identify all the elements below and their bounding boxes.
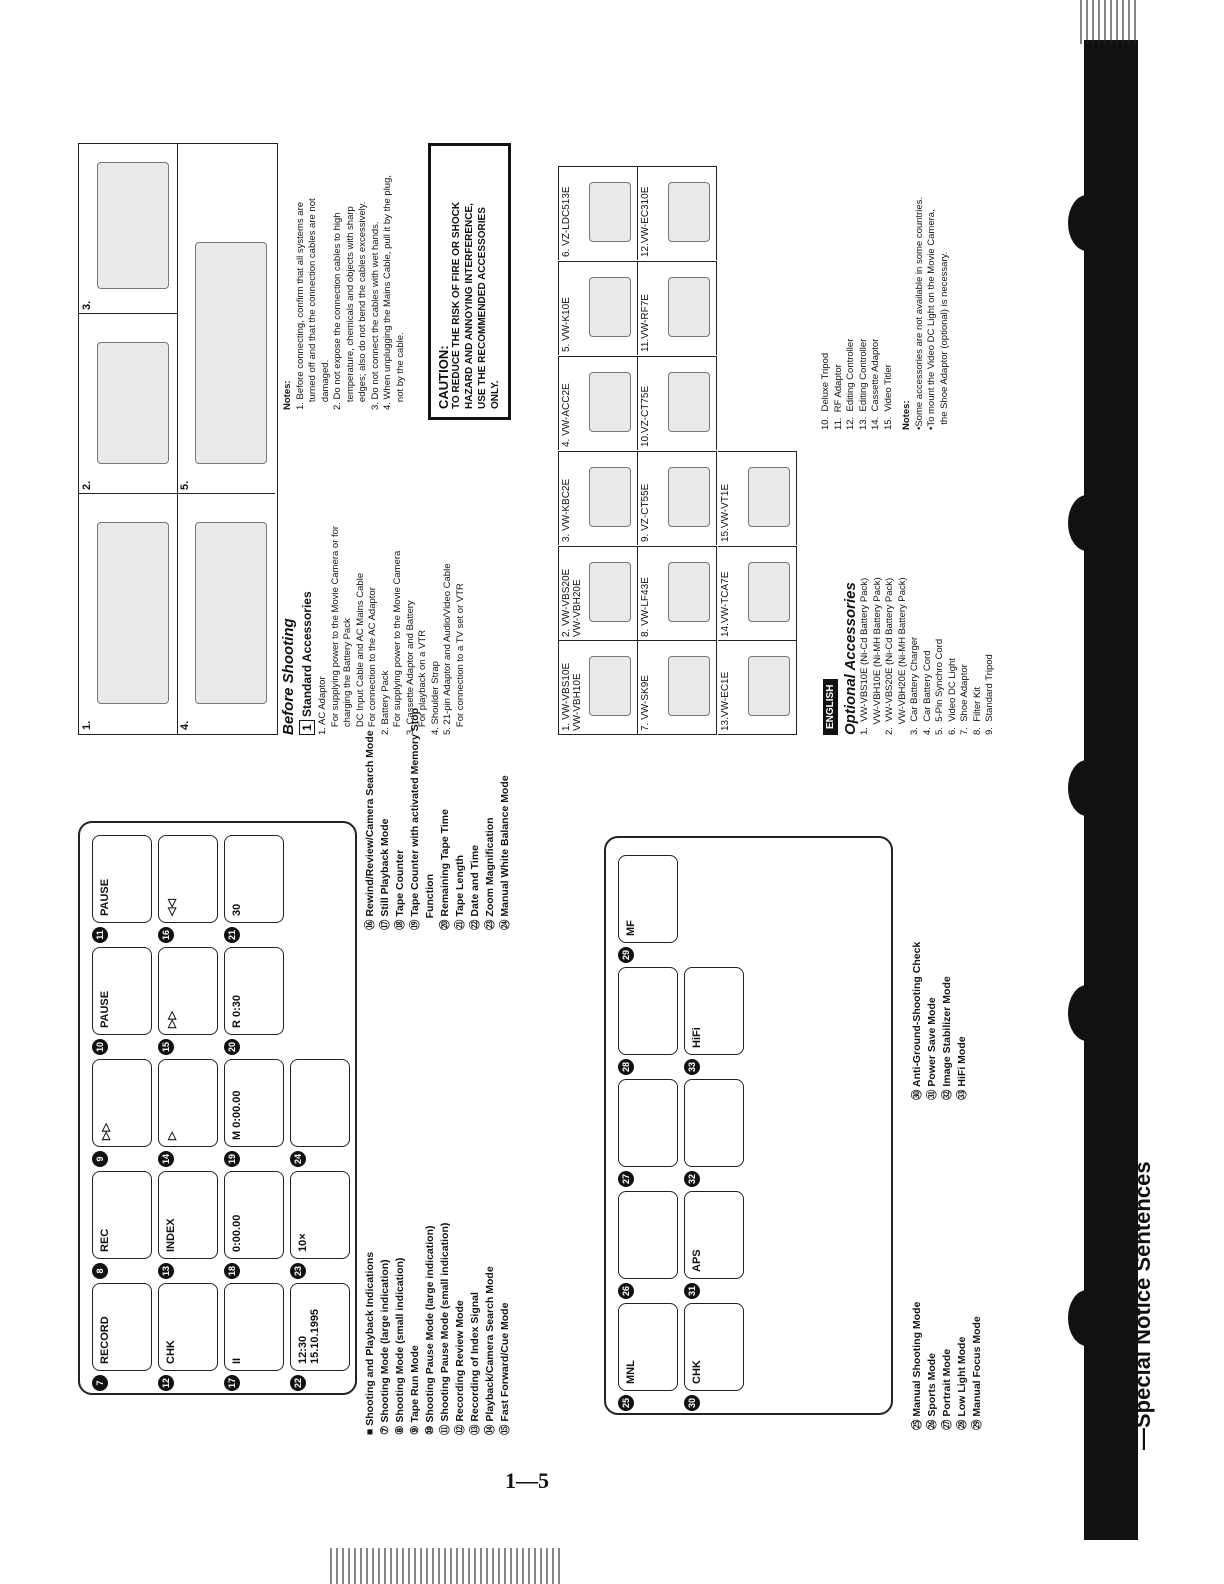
optional-note: •Some accessories are not available in some countries. [913,196,925,430]
optional-accessory-label: 15.VW-VT1E [720,483,731,542]
optional-accessory-label: 4. VW-ACC2E [561,383,572,447]
punch-hole [1068,1290,1106,1346]
indication-number: 27 [618,1171,634,1187]
indication-number: 25 [618,1395,634,1411]
indication-cell [224,1171,284,1259]
accessory-item: charging the Battery Pack [342,618,353,735]
accessory-item: For connection to a TV set or VTR [454,583,466,735]
indication-cell [618,1079,678,1167]
indication-text: INDEX [165,1218,177,1252]
indication-item: ⑫ Recording Review Mode [454,1300,466,1435]
accessory-photo [589,182,631,242]
indication-cell [684,1079,744,1167]
optional-notes-title: Notes: [901,400,912,430]
indication-cell [92,835,152,923]
cassette-adaptor-photo [97,162,169,289]
indication-number: 18 [224,1263,240,1279]
indication-number: 10 [92,1039,108,1055]
optional-accessory-cell [558,546,638,640]
indication-number: 13 [158,1263,174,1279]
note-item: 4. When unplugging the Mains Cable, pull it by the plug, [382,174,393,410]
indications-list2-right [910,770,970,1100]
indication-text: REC [99,1228,111,1252]
indication-number: 14 [158,1151,174,1167]
optional-accessory-label: 14.VW-TCA7E [720,571,731,637]
optional-accessory-cell [638,261,717,355]
indication-item: ⑯ Rewind/Review/Camera Search Mode [364,730,376,930]
indication-cell [684,1303,744,1391]
optional-item: 9. Standard Tripod [984,654,995,735]
indication-text: HiFi [691,1027,703,1048]
note-item: temperature, chemicals and objects with sharp [344,206,356,410]
indication-cell [290,1059,350,1147]
indication-number: 15 [158,1039,174,1055]
accessory-photo [668,182,710,242]
indication-cell [158,947,218,1035]
caution-line: TO REDUCE THE RISK OF FIRE OR SHOCK [451,201,462,409]
optional-accessories [820,405,997,735]
indication-number: 7 [92,1375,108,1391]
indication-number: 23 [290,1263,306,1279]
note-item: 3. Do not connect the cables with wet hands. [369,221,381,410]
optional-grid [558,165,801,735]
battery-pack-photo [97,342,169,464]
indication-text: CHK [691,1360,703,1384]
accessory-photo [589,277,631,337]
note-item: 1. Before connecting, confirm that all systems are [294,201,306,410]
accessory-photo [589,372,631,432]
photo-label: 5. [179,480,191,490]
caution-line: USE THE RECOMMENDED ACCESSORIES [477,207,488,409]
indication-item: ㉔ Manual White Balance Mode [499,775,511,930]
notes-title: Notes: [282,380,293,410]
indication-item: ㉛ Power Save Mode [926,997,938,1100]
indication-number: 30 [684,1395,700,1411]
indication-number: 26 [618,1283,634,1299]
optional-accessory-label: 9. VZ-CT55E [640,483,651,542]
indication-cell [224,947,284,1035]
indication-number: 12 [158,1375,174,1391]
indication-cell [290,1171,350,1259]
optional-accessory-label: 1. VW-VBS10E VW-VBH10E [561,662,583,731]
indication-item: ⑳ Remaining Tape Time [439,809,451,930]
optional-item: 14. Cassette Adaptor [870,338,881,430]
indication-text: M 0:00.00 [231,1090,243,1140]
indication-number: 33 [684,1059,700,1075]
indication-item: ⑬ Recording of Index Signal [469,1292,481,1435]
optional-accessory-cell [718,546,797,640]
section-number: 1 [299,720,315,735]
accessory-photo [748,467,790,527]
page-number: 1—5 [505,1468,549,1493]
indication-item: ⑧ Shooting Mode (small indication) [394,1257,406,1435]
optional-accessory-cell [558,451,638,545]
indication-text: PAUSE [99,990,111,1028]
optional-accessory-label: 11.VW-RF7E [640,294,651,352]
indication-cell [224,835,284,923]
section-heading [300,405,314,735]
indication-item: ㉝ HiFi Mode [956,1036,968,1100]
note-item: edges; also do not bend the cables excessively. [357,201,368,410]
indication-number: 17 [224,1375,240,1391]
indication-item: ⑨ Tape Run Mode [409,1345,421,1435]
caution-box [428,143,511,420]
before-shooting [280,405,467,735]
optional-accessory-label: 12.VW-EC310E [640,186,651,257]
indication-cell [618,1191,678,1279]
optional-accessory-cell [718,640,797,735]
21pin-adaptor-photo [195,242,267,464]
indication-item: ㉖ Sports Mode [926,1352,938,1430]
indication-text: ◁◁ [166,899,178,916]
optional-accessory-cell [638,166,717,260]
optional-item: 11. RF Adaptor [832,364,844,430]
indication-item: ㉓ Zoom Magnification [484,817,496,930]
accessory-item: For connection to the AC Adaptor [367,587,378,735]
indication-cell [684,967,744,1055]
indication-item: ㉜ Image Stabilizer Mode [941,976,953,1100]
indication-number: 24 [290,1151,306,1167]
note-item: 2. Do not expose the connection cables to high [332,212,343,410]
optional-item: 3. Car Battery Charger [909,636,920,735]
indication-number: 32 [684,1171,700,1187]
indication-number: 31 [684,1283,700,1299]
accessory-photo [748,562,790,622]
optional-accessory-cell [558,640,638,735]
indication-cell [618,855,678,943]
accessory-photo [668,372,710,432]
accessory-item: 2. Battery Pack [379,670,391,735]
indication-item: ⑰ Still Playback Mode [379,818,391,930]
note-item: damaged. [319,359,331,410]
scan-noise [330,1548,560,1584]
indication-text: 10× [297,1233,309,1252]
indication-item: ㉑ Tape Length [454,854,466,930]
indication-text: II [231,1357,243,1364]
optional-accessory-cell [558,356,638,450]
standard-accessories-photos [78,143,278,735]
indication-number: 9 [92,1151,108,1167]
optional-item: 1. VW-VBS10E (Ni-Cd Battery Pack) [859,577,870,735]
optional-note: •To mount the Video DC Light on the Movie Camera, [926,209,937,430]
photo-label: 2. [81,480,93,490]
optional-item: 6. Video DC Light [946,658,958,735]
accessory-photo [589,467,631,527]
indication-item: ⑦ Shooting Mode (large indication) [379,1259,391,1435]
indication-item: Function [424,874,436,930]
shoulder-strap-photo [195,522,267,704]
before-shooting-title: Before Shooting [280,618,297,735]
indication-cell [618,1303,678,1391]
accessory-photo [589,562,631,622]
optional-item: 8. Filter Kit [971,686,983,735]
optional-item: VW-VBH10E (Ni-MH Battery Pack) [871,577,883,735]
optional-item: 10. Deluxe Tripod [820,352,831,430]
indication-item: ⑪ Shooting Pause Mode (small indication) [439,1222,451,1435]
optional-accessory-label: 2. VW-VBS20E VW-VBH20E [561,568,583,637]
optional-accessory-cell [558,166,638,260]
optional-item: 12. Editing Controller [845,338,856,430]
optional-accessory-label: 13.VW-EC1E [720,671,731,731]
optional-item: 5. 5-Pin Synchro Cord [934,638,945,735]
punch-hole [1068,985,1106,1041]
indication-item: ㉒ Date and Time [469,845,481,930]
indication-text: MNL [625,1360,637,1384]
optional-accessory-cell [558,261,638,355]
accessory-item: For supplying power to the Movie Camera or for [329,525,341,735]
accessory-photo [668,277,710,337]
optional-accessory-cell [718,451,797,545]
indication-item: ㉘ Low Light Mode [956,1336,968,1430]
optional-item: 2. VW-VBS20E (Ni-Cd Battery Pack) [884,577,895,735]
optional-accessory-cell [638,356,717,450]
optional-item: 15. Video Titler [882,364,894,430]
optional-accessory-label: 6. VZ-LDC513E [561,186,572,257]
indication-item: ㉙ Manual Focus Mode [971,1316,983,1430]
indication-cell [92,1171,152,1259]
notes-block [282,140,407,410]
indication-item: ㉕ Manual Shooting Mode [911,1301,923,1430]
punch-hole [1068,495,1106,551]
accessory-photo [668,562,710,622]
optional-accessory-cell [638,640,717,735]
indication-item: ㉗ Portrait Mode [941,1348,953,1430]
indication-number: 20 [224,1039,240,1055]
indication-cell [618,967,678,1055]
indication-number: 28 [618,1059,634,1075]
optional-list-b [820,130,951,430]
optional-item: 7. Shoe Adaptor [959,664,970,735]
indication-cell [92,1059,152,1147]
indication-number: 11 [92,927,108,943]
indication-text: MF [625,920,637,936]
indication-text: ▷▷ [100,1123,112,1140]
language-badge: ENGLISH [823,679,838,735]
accessory-item: For supplying power to the Movie Camera [392,550,403,735]
indication-cell [224,1283,284,1371]
indications-list2-left [910,1100,985,1430]
accessory-item: For playback on a VTR [417,629,428,735]
photo-label: 1. [81,720,93,730]
photo-label: 4. [179,720,191,730]
caution-title: CAUTION: [436,345,451,409]
optional-title: Optional Accessories [842,582,859,735]
indication-text: APS [691,1249,703,1272]
optional-item: 13. Editing Controller [857,338,869,430]
indication-cell [158,1283,218,1371]
optional-accessory-cell [638,546,717,640]
indication-cell [684,1191,744,1279]
optional-accessory-label: 5. VW-K10E [561,297,572,352]
optional-accessory-label: 8. VW-LF43E [640,577,651,637]
optional-accessory-label: 3. VW-KBC2E [561,478,572,542]
indication-number: 19 [224,1151,240,1167]
accessory-item: DC Input Cable and AC Mains Cable [354,572,366,735]
accessory-item: 5. 21-pin Adaptor and Audio/Video Cable [442,563,453,735]
indication-text: RECORD [99,1316,111,1364]
accessory-item: 3. Cassette Adaptor and Battery [404,600,416,735]
indication-cell [92,1283,152,1371]
footer-title: —Special Notice Sentences [1130,1161,1155,1450]
punch-hole [1068,760,1106,816]
indication-item: ⑱ Tape Counter [394,849,406,930]
ac-adaptor-photo [97,522,169,704]
indication-item: ■ Shooting and Playback Indications [364,1251,376,1435]
indication-number: 22 [290,1375,306,1391]
indication-number: 8 [92,1263,108,1279]
indication-text: 12:30 15.10.1995 [297,1308,321,1364]
indication-item: ⑭ Playback/Camera Search Mode [484,1266,496,1435]
note-item: turned off and that the connection cables are not [307,198,318,410]
indication-cell [158,835,218,923]
indication-cell [92,947,152,1035]
indication-item: ⑮ Fast Forward/Cue Mode [499,1302,511,1435]
indications-list-left [363,895,513,1435]
accessory-photo [589,656,631,716]
indications-box-top [78,821,357,1395]
caution-line: ONLY. [490,380,501,409]
indication-cell [158,1059,218,1147]
optional-note: the Shoe Adaptor (optional) is necessary. [938,251,950,430]
indication-item: ⑲ Tape Counter with activated Memory Stop [409,707,421,930]
accessory-photo [668,656,710,716]
optional-accessory-label: 10.VZ-CT75E [640,385,651,447]
accessory-photo [748,656,790,716]
accessory-item: 4. Shoulder Strap [429,661,441,735]
punch-hole [1068,195,1106,251]
scan-noise [1080,0,1140,44]
accessory-photo [668,467,710,527]
indication-cell [290,1283,350,1371]
optional-accessory-label: 7. VW-SK9E [640,675,651,731]
caution-line: HAZARD AND ANNOYING INTERFERENCE, [464,203,475,409]
section-title: Standard Accessories [300,591,314,717]
optional-item: 4. Car Battery Cord [921,650,933,735]
indication-text: 0:00.00 [231,1214,243,1252]
accessory-item: 1. AC Adaptor [317,676,328,735]
optional-item: VW-VBH20E (Ni-MH Battery Pack) [896,577,908,735]
indication-number: 21 [224,927,240,943]
optional-accessory-cell [638,451,717,545]
indication-text: 30 [231,903,243,916]
indication-item: ⑩ Shooting Pause Mode (large indication) [424,1225,436,1435]
photo-label: 3. [81,300,93,310]
indication-number: 16 [158,927,174,943]
indication-text: R 0:30 [231,994,243,1028]
indication-text: ▷▷ [166,1011,178,1028]
indications-box-bottom [604,836,893,1415]
note-item: not by the cable. [394,332,406,410]
indication-item: ㉚ Anti-Ground-Shooting Check [911,941,923,1100]
indication-text: PAUSE [99,878,111,916]
indication-cell [224,1059,284,1147]
indication-text: CHK [165,1340,177,1364]
indication-number: 29 [618,947,634,963]
indication-cell [158,1171,218,1259]
indication-text: ▷ [166,1131,178,1140]
